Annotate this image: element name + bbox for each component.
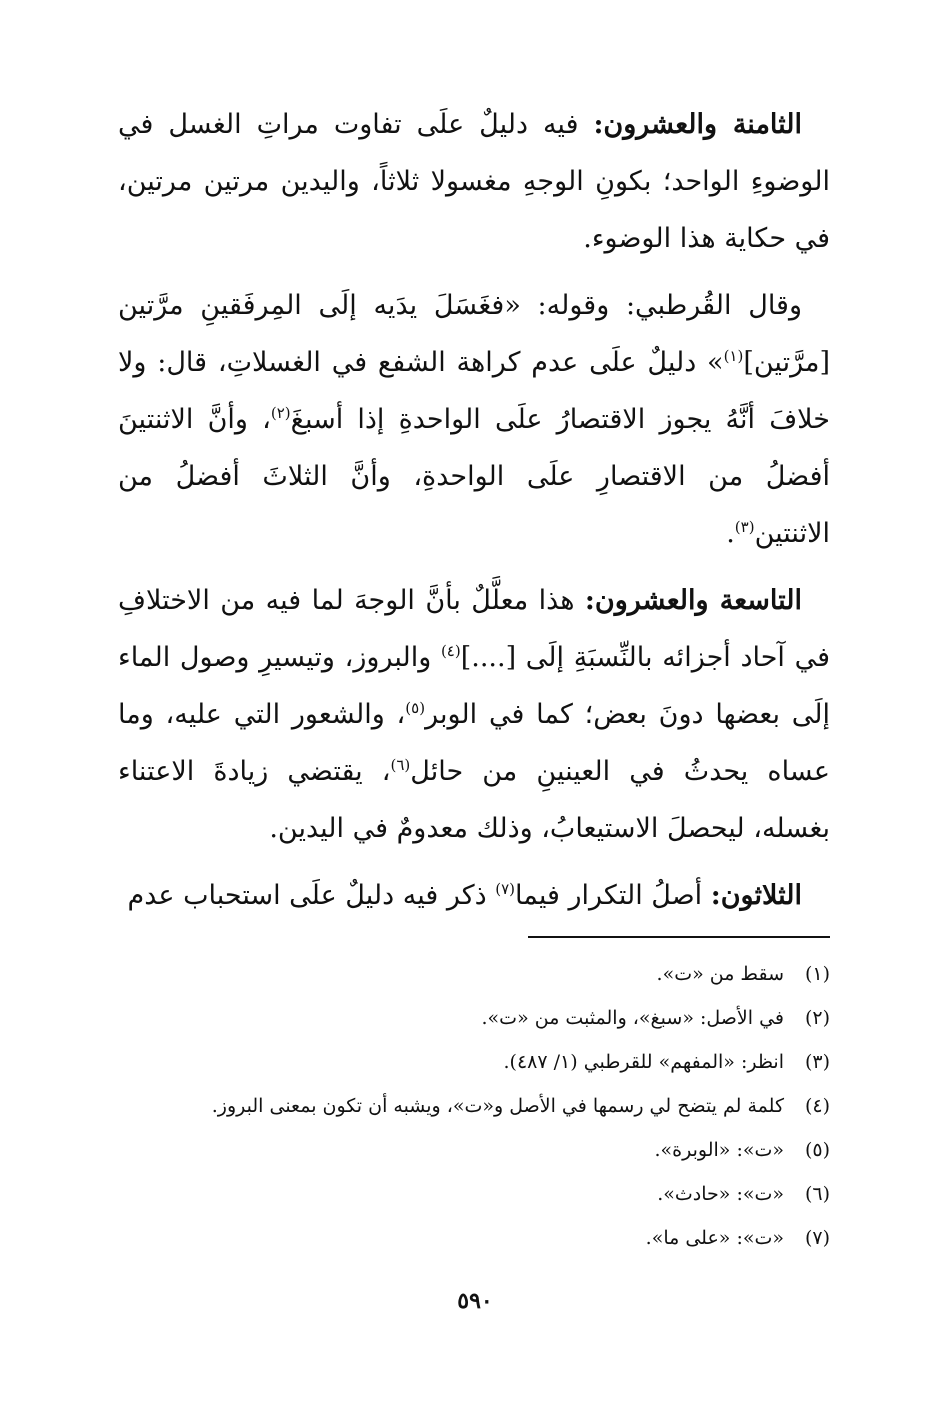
- paragraph-text: ، يقتضي زيادةَ الاعتناء بغسله، ليحصلَ الاستيعابُ، وذلك معدومٌ في اليدين.: [118, 756, 830, 844]
- footnote-text: في الأصل: «سبغ»، والمثبت من «ت».: [481, 1007, 784, 1029]
- footnote-number: (٤): [804, 1095, 830, 1117]
- footnote-item: [118, 1216, 830, 1260]
- footnotes-list: [118, 952, 830, 1260]
- paragraph-text: هذا معلَّلٌ بأنَّ الوجهَ لما فيه من الاختلافِ في آحاد أجزائه بالنِّسبَةِ إلَى [....]: [118, 585, 830, 673]
- paragraph-30: [118, 867, 830, 924]
- footnote-item: [118, 1040, 830, 1084]
- footnote-ref-6[interactable]: (٦): [390, 756, 411, 774]
- footnote-ref-1[interactable]: (١): [723, 347, 744, 365]
- paragraph-28: [118, 96, 830, 267]
- footnote-number: (١): [804, 963, 830, 985]
- footnote-item: [118, 952, 830, 996]
- footnote-ref-4[interactable]: (٤): [440, 642, 461, 660]
- paragraph-text: » دليلٌ علَى عدم كراهة الشفع في الغسلاتِ، قال: ولا خلافَ أنَّهُ يجوز الاقتصارُ علَى الواحدةِ إذا أسبغَ: [118, 347, 830, 435]
- main-text: [118, 96, 830, 934]
- footnote-item: [118, 1084, 830, 1128]
- paragraph-text: ، وأنَّ الاثنتينَ أفضلُ من الاقتصارِ علَى الواحدةِ، وأنَّ الثلاثَ أفضلُ من الاثنتين: [118, 404, 830, 549]
- page-number: ٥٩٠: [457, 1288, 493, 1314]
- footnote-text: كلمة لم يتضح لي رسمها في الأصل و«ت»، ويشبه أن تكون بمعنى البروز.: [211, 1095, 784, 1117]
- footnote-text: «ت»: «حادث».: [657, 1183, 784, 1205]
- footnote-number: (٢): [804, 1007, 830, 1029]
- paragraph-text: ، والشعور التي عليه، وما عساه يحدثُ في العينينِ من حائل: [118, 699, 830, 787]
- paragraph-text: والبروز، وتيسيرِ وصول الماء إلَى بعضها دونَ بعض؛ كما في الوبر: [118, 642, 830, 730]
- footnote-ref-7[interactable]: (٧): [495, 880, 515, 898]
- footnote-ref-2[interactable]: (٢): [270, 404, 291, 422]
- paragraph-29: [118, 572, 830, 857]
- paragraph-text: ذكر فيه دليلٌ علَى استحباب عدم: [127, 880, 496, 911]
- paragraph-heading: الثلاثون:: [710, 880, 802, 911]
- footnote-text: انظر: «المفهم» للقرطبي (١/ ٤٨٧).: [503, 1051, 784, 1073]
- footnote-item: [118, 1172, 830, 1216]
- paragraph-text: وقال القُرطبي: وقوله: «فغَسَلَ يدَيه إلَى المِرفَقينِ مرَّتين [مرَّتين]: [118, 290, 830, 378]
- paragraph-heading: الثامنة والعشرون:: [593, 109, 803, 140]
- footnote-text: سقط من «ت».: [656, 963, 784, 985]
- footnote-number: (٧): [804, 1227, 830, 1249]
- paragraph-qurtubi: [118, 277, 830, 562]
- footnote-number: (٦): [804, 1183, 830, 1205]
- footnote-item: [118, 996, 830, 1040]
- footnote-text: «ت»: «الوبرة».: [654, 1139, 784, 1161]
- footnote-number: (٥): [804, 1139, 830, 1161]
- footnote-ref-5[interactable]: (٥): [405, 699, 426, 717]
- paragraph-text: .: [726, 518, 735, 549]
- paragraph-text: أصلُ التكرار فيما: [515, 880, 711, 911]
- footnote-ref-3[interactable]: (٣): [734, 518, 755, 536]
- paragraph-heading: التاسعة والعشرون:: [584, 585, 802, 616]
- footnote-number: (٣): [804, 1051, 830, 1073]
- footnote-divider: [528, 936, 830, 938]
- footnote-item: [118, 1128, 830, 1172]
- paragraph-text: فيه دليلٌ علَى تفاوت مراتِ الغسل في الوضوءِ الواحد؛ بكونِ الوجهِ مغسولا ثلاثاً، واليدين مرتين مرتين، في حكاية هذا الوضوء.: [118, 109, 830, 254]
- footnote-text: «ت»: «على ما».: [645, 1227, 784, 1249]
